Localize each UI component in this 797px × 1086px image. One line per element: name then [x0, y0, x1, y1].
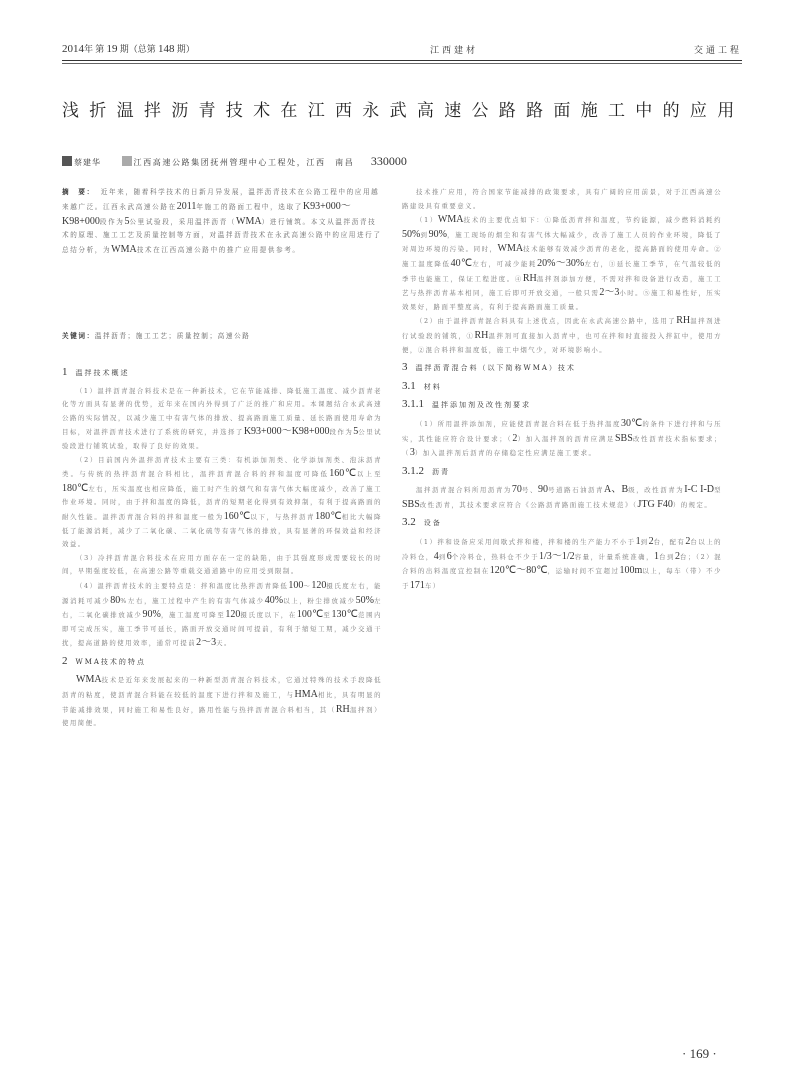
- section-heading: 2 WMA技术的特点: [62, 654, 146, 667]
- section-heading: 3 温拌沥青混合料（以下简称WMA）技术: [402, 361, 576, 374]
- author-line: [62, 154, 742, 169]
- subsection-heading: 3.1.2 沥青: [402, 464, 450, 477]
- paragraph: WMA技术是近年来发展起来的一种新型沥青混合料技术，它通过特殊的技术手段降低沥青的粘度，使沥青混合料能在较低的温度下进行拌和及施工，与HMA相比，具有明显的节能减排效果，同时施工和易性良好，路用性能与热拌沥青混合料相当，其（RH温拌剂）使用简便。: [62, 674, 383, 728]
- abstract-label: 摘 要：: [62, 188, 95, 196]
- article-title: 浅折温拌沥青技术在江西永武高速公路路面施工中的应用: [62, 101, 745, 121]
- author-affiliation: 江西高速公路集团抚州管理中心工程处，江西 南昌: [133, 158, 355, 167]
- subsection-heading: 3.1.1 温拌添加剂及改性剂要求: [402, 398, 531, 411]
- paragraph: （1）温拌沥青混合料技术是在一种新技术，它在节能减排、降低施工温度、减少沥青老化等方面具有显著的优势，近年来在国内外得到了广泛的推广和应用。本课题结合永武高速公路的实际情况，以减少施工中有害气体的排放、提高路面施工质量、延长路面使用寿命为目标，对温拌沥青技术进行了系统的研究，并选择了K93+000～K98+000段作为5公里试验段进行铺筑试验，取得了良好的效果。: [62, 386, 383, 450]
- paragraph: （2）由于温拌沥青混合料具有上述优点，因此在永武高速公路中，选用了RH温拌剂进行试验段的铺筑，①RH温拌剂可直接加入沥青中，也可在拌和时直接投入拌缸中，使用方便，②混合料拌和温度低，施工中烟气少，对环境影响小。: [402, 315, 723, 354]
- subsection-heading: 3.1 材料: [402, 379, 442, 392]
- section-heading: 1 温拌技术概述: [62, 366, 130, 378]
- right-column: [402, 186, 722, 593]
- affiliation-marker-icon: [122, 156, 132, 166]
- keywords-label: 关键词：: [62, 332, 95, 340]
- paragraph: （2）目前国内外温拌沥青技术主要有三类：有机添加剂类、化学添加剂类、泡沫沥青类。与传统的热拌沥青混合料相比，温拌沥青混合料的拌和温度可降低160℃以上至180℃左右，压实温度也相应降低，施工时产生的烟气和有害气体大幅度减少，改善了施工作业环境。同时，由于拌和温度的降低，沥青的短期老化得到有效抑制，有利于提高路面的耐久性能。温拌沥青混合料的拌和温度一般为160℃以下，与热拌沥青180℃相比大幅降低了能源消耗，减少了二氧化碳、二氧化硫等有害气体的排放，具有显著的环保效益和经济效益。: [62, 455, 383, 549]
- page-number: · 169 ·: [682, 1046, 717, 1061]
- paragraph: （3）冷拌沥青混合料技术在应用方面存在一定的缺陷，由于其强度形成需要较长的时间，早期强度较低，在高速公路等重载交通道路中的应用受到限制。: [62, 553, 382, 576]
- issue-info: 2014年 第 19 期（总第 148 期）: [62, 43, 195, 55]
- author-marker-icon: [62, 156, 72, 166]
- paragraph: （1）所用温拌添加剂，应能使沥青混合料在低于热拌温度30℃的条件下进行拌和与压实，其性能应符合设计要求；（2）加入温拌剂的沥青应满足SBS改性沥青技术指标要求；（3）加入温拌剂后沥青的存储稳定性应满足施工要求。: [402, 417, 723, 459]
- left-column: [62, 362, 382, 731]
- paragraph: 技术推广应用，符合国家节能减排的政策要求，具有广阔的应用前景，对于江西高速公路建设具有重要意义。: [402, 188, 722, 210]
- subsection-heading: 3.2 设备: [402, 516, 442, 529]
- journal-name: 江西建材: [430, 46, 479, 56]
- column-name: 交通工程: [693, 46, 742, 56]
- header-rule: [62, 60, 742, 61]
- running-header: [62, 40, 742, 56]
- paragraph: 温拌沥青混合料所用沥青为70号、90号道路石油沥青A、B级，改性沥青为I-C I-D型SBS改性沥青，其技术要求应符合《公路沥青路面施工技术规范》（JTG F40）的规定。: [402, 484, 723, 510]
- paragraph: （1）WMA技术的主要优点如下：①降低沥青拌和温度，节约能源，减少燃料消耗约50%到90%，施工现场的烟尘和有害气体大幅减少，改善了施工人员的作业环境，降低了对周边环境的污染。同时，WMA技术能够有效减少沥青的老化，提高路面的使用寿命。②施工温度降低40℃左右，可减少能耗20%～30%左右，③延长施工季节，在气温较低的季节也能施工，保证工程进度。④RH温拌剂添加方便，不需对拌和设备进行改造，施工工艺与热拌沥青基本相同，施工后即可开放交通，一般只需2～3小时。⑤施工和易性好，压实效果好，路面平整度高，有利于提高路面施工质量。: [402, 214, 723, 311]
- author-name: 蔡建华: [74, 158, 101, 167]
- keywords: 关键词：温拌沥青；施工工艺；质量控制；高速公路: [62, 332, 251, 340]
- abstract: 摘 要： 近年来，随着科学技术的日新月异发展，温拌沥青技术在公路工程中的应用越来越广泛。江西永武高速公路在2011年施工的路面工程中，选取了K93+000～K98+000段作为5公里试验段，采用温拌沥青（WMA）进行铺筑。本文从温拌沥青技术的原理、施工工艺及质量控制等方面，对温拌沥青技术在永武高速公路中的应用进行了总结分析，为WMA技术在江西高速公路中的推广应用提供参考。: [62, 188, 382, 256]
- paragraph: （4）温拌沥青技术的主要特点是：拌和温度比热拌沥青降低100～120摄氏度左右，能源消耗可减少80%左右，施工过程中产生的有害气体减少40%以上，粉尘排放减少50%左右，二氧化碳排放减少90%，施工温度可降至120摄氏度以下，在100℃至130℃范围内即可完成压实，施工季节可延长，路面开放交通时间可提前，有利于缩短工期，减少交通干扰，提高道路的使用效率，通常可提前2～3天。: [62, 579, 383, 649]
- paragraph: （1）拌和设备应采用间歇式拌和楼，拌和楼的生产能力不小于1到2台，配有2台以上的冷料仓，4到6个冷料仓，热料仓不少于1/3～1/2容量，计量系统准确，1台到2台；（2）混合料的出料温度宜控制在120℃～80℃，运输时间不宜超过100m以上，每车（带）不少于171车）: [402, 536, 723, 591]
- header-rule-thin: [62, 63, 742, 64]
- postal-code: 330000: [370, 154, 407, 168]
